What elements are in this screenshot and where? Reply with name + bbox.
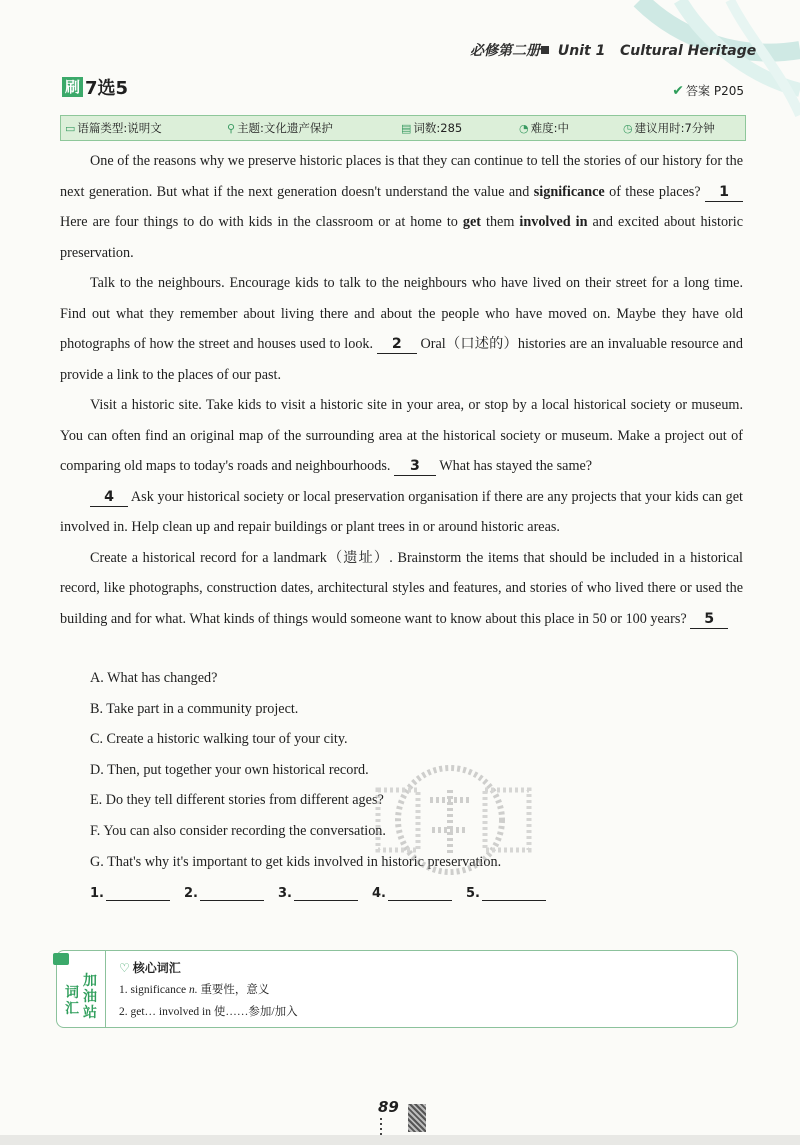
option-g: G. That's why it's important to get kids involved in historic preservation. (90, 853, 502, 870)
text-type-icon: ▭ (65, 121, 76, 135)
answer-slot-3[interactable]: 3. (278, 886, 358, 901)
page-pattern-decoration (408, 1104, 426, 1132)
clock-icon: ◷ (623, 121, 633, 135)
title-badge: 刷 (62, 77, 83, 97)
vocab-heading: ♡ 核心词汇 (119, 961, 181, 975)
page-number: 89 (378, 1098, 399, 1116)
info-word-count (401, 120, 462, 136)
vocab-entry-2: 2. get… involved in 使……参加/加入 (119, 1006, 298, 1018)
vocab-entry-1: 1. significance n. 重要性，意义 (119, 984, 270, 996)
paragraph-2: Talk to the neighbours. Encourage kids to talk to the neighbours who have lived on their street for a long time. Find out what they remember about living there and about the people who have moved on. Maybe they have old photographs of how the street and houses used to look. 2 Oral（口述的）histories are an invaluable resource and provide a link to the places of our past. (60, 275, 743, 383)
running-header (470, 40, 756, 60)
keyword-significance: significance (533, 183, 605, 200)
blank-1: 1 (705, 183, 743, 202)
vocab-side-label (57, 951, 106, 1027)
vocab-side-top: 加油站 (83, 973, 97, 1021)
answer-slot-2[interactable]: 2. (184, 886, 264, 901)
list-icon: ▤ (401, 121, 412, 135)
info-text-type (65, 120, 162, 136)
book-label: 必修第二册 (470, 43, 540, 59)
info-bar (60, 115, 746, 141)
blank-4: 4 (90, 488, 128, 507)
paragraph-5: Create a historical record for a landmark（遗址）. Brainstorm the items that should be included in a historical record, like photographs, construction dates, architectural styles and features, and stories of who lived there or used the building and for what. What kinds of things would someone want to know about this place in 50 or 100 years? 5 (60, 549, 743, 627)
answer-page: 答案 P205 (686, 84, 744, 98)
topic-label: Cultural Heritage (619, 43, 757, 59)
vocab-box (56, 950, 738, 1028)
gauge-icon: ◔ (519, 121, 529, 135)
info-time (623, 120, 715, 136)
answer-slot-1[interactable]: 1. (90, 886, 170, 901)
vocab-side-left: 词汇 (65, 985, 79, 1017)
option-b: B. Take part in a community project. (90, 700, 299, 717)
page-edge (0, 1135, 800, 1145)
corner-swirl-decoration (620, 0, 800, 130)
passage (60, 146, 743, 634)
blank-2: 2 (377, 335, 417, 354)
info-label: 主题:文化遗产保护 (237, 121, 333, 135)
blank-3: 3 (394, 457, 436, 476)
info-label: 难度:中 (530, 121, 569, 135)
paragraph-4: 4 Ask your historical society or local preservation organisation if there are any projects that your kids can get involved in. Help clean up and repair buildings or plant trees in or around historic areas. (60, 488, 743, 535)
info-topic (227, 120, 333, 136)
search-icon: ⚲ (227, 121, 236, 135)
option-e: E. Do they tell different stories from different ages? (90, 792, 384, 809)
tag-icon (53, 953, 69, 965)
unit-label: Unit 1 (557, 43, 606, 59)
info-difficulty (519, 120, 569, 136)
paragraph-1: One of the reasons why we preserve historic places is that they can continue to tell the stories of our history for the next generation. But what if the next generation doesn't understand the value and significance of these places? 1 Here are four things to do with kids in the classroom or at home to get them involved in and excited about historic preservation. (60, 153, 744, 261)
option-f: F. You can also consider recording the conversation. (90, 822, 386, 839)
answer-slot-4[interactable]: 4. (372, 886, 452, 901)
watermark-seal (360, 760, 540, 880)
info-label: 语篇类型:说明文 (77, 121, 162, 135)
answer-slot-5[interactable]: 5. (466, 886, 546, 901)
keyword-involved-in: involved in (519, 214, 588, 230)
keyword-get: get (462, 214, 481, 230)
answer-reference (672, 82, 744, 99)
checkmark-icon: ✔ (672, 82, 685, 99)
option-a: A. What has changed? (90, 670, 218, 686)
blank-5: 5 (690, 610, 728, 629)
option-c: C. Create a historic walking tour of your city. (90, 731, 348, 748)
answer-slots (90, 886, 560, 901)
square-icon (541, 46, 549, 54)
info-label: 建议用时:7分钟 (634, 121, 715, 135)
info-label: 词数:285 (413, 121, 463, 135)
title-text: 7选5 (85, 78, 129, 99)
section-title (62, 74, 128, 100)
paragraph-3: Visit a historic site. Take kids to visit a historic site in your area, or stop by a local historical society or museum. You can often find an original map of the surrounding area at the historical society or museum. Make a project out of comparing old maps to today's roads and neighbourhoods. 3 What has stayed the same? (60, 397, 743, 474)
diamond-icon: ♡ (119, 961, 130, 975)
option-d: D. Then, put together your own historical record. (90, 761, 369, 778)
